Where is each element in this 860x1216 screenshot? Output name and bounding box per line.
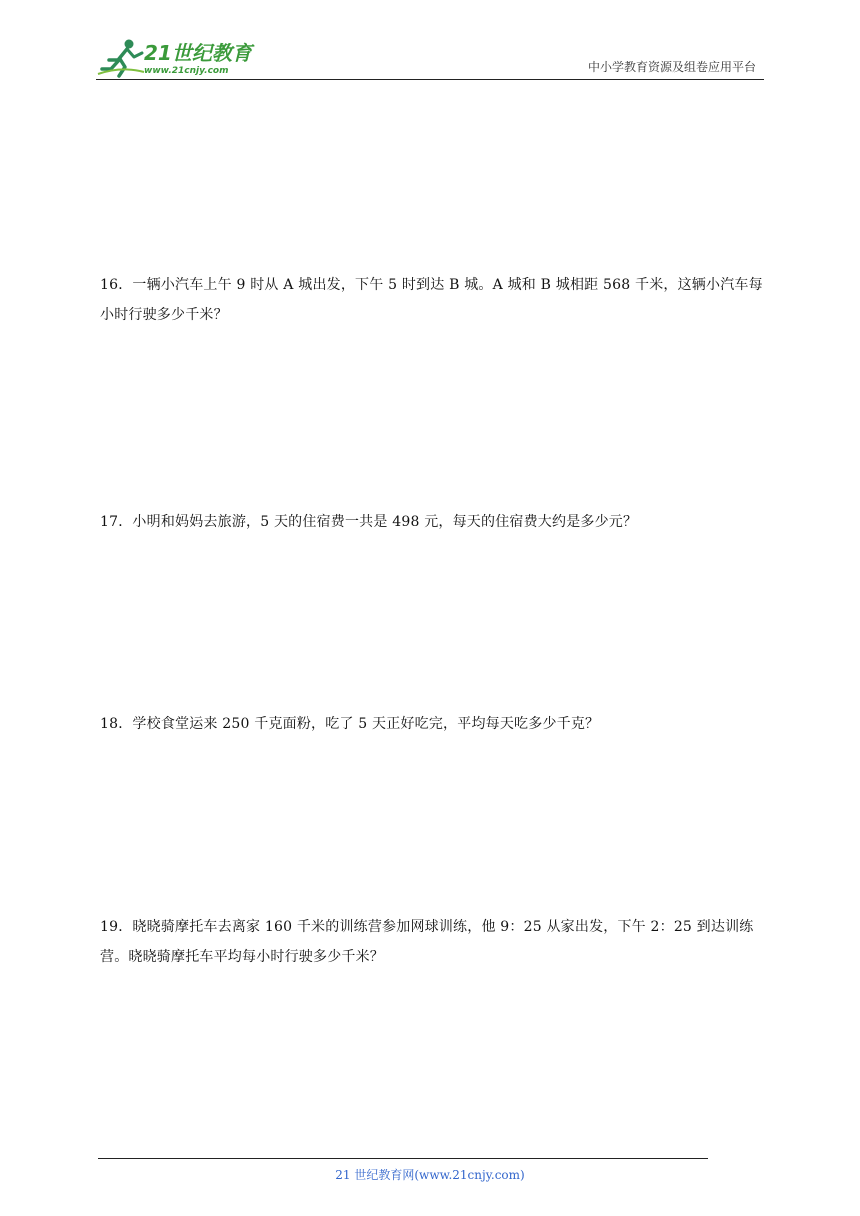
question-number: 16． (100, 277, 133, 293)
question-18 (100, 709, 764, 739)
running-person-icon (98, 40, 144, 77)
question-number: 17． (100, 514, 133, 530)
footer-divider (98, 1158, 708, 1159)
header-slogan: 中小学教育资源及组卷应用平台 (587, 60, 756, 74)
question-text: 学校食堂运来 250 千克面粉，吃了 5 天正好吃完，平均每天吃多少千克？ (132, 716, 600, 732)
logo-brand-text: 21世纪教育 (144, 41, 252, 65)
footer-link[interactable]: 21 世纪教育网(www.21cnjy.com) (335, 1168, 525, 1182)
page-header (96, 36, 764, 80)
question-19 (100, 912, 764, 972)
question-text: 晓晓骑摩托车去离家 160 千米的训练营参加网球训练，他 9：25 从家出发，下午 2：25 到达训练营。晓晓骑摩托车平均每小时行驶多少千米？ (100, 919, 754, 965)
header-divider (96, 79, 764, 80)
question-17 (100, 507, 764, 537)
question-16 (100, 270, 764, 330)
question-text: 小明和妈妈去旅游，5 天的住宿费一共是 498 元，每天的住宿费大约是多少元？ (132, 514, 638, 530)
question-number: 19． (100, 919, 133, 935)
question-text: 一辆小汽车上午 9 时从 A 城出发，下午 5 时到达 B 城。A 城和 B 城相距 568 千米，这辆小汽车每小时行驶多少千米？ (100, 277, 763, 323)
question-number: 18． (100, 716, 133, 732)
logo-url-text: www.21cnjy.com (144, 66, 229, 76)
site-logo (96, 36, 266, 80)
